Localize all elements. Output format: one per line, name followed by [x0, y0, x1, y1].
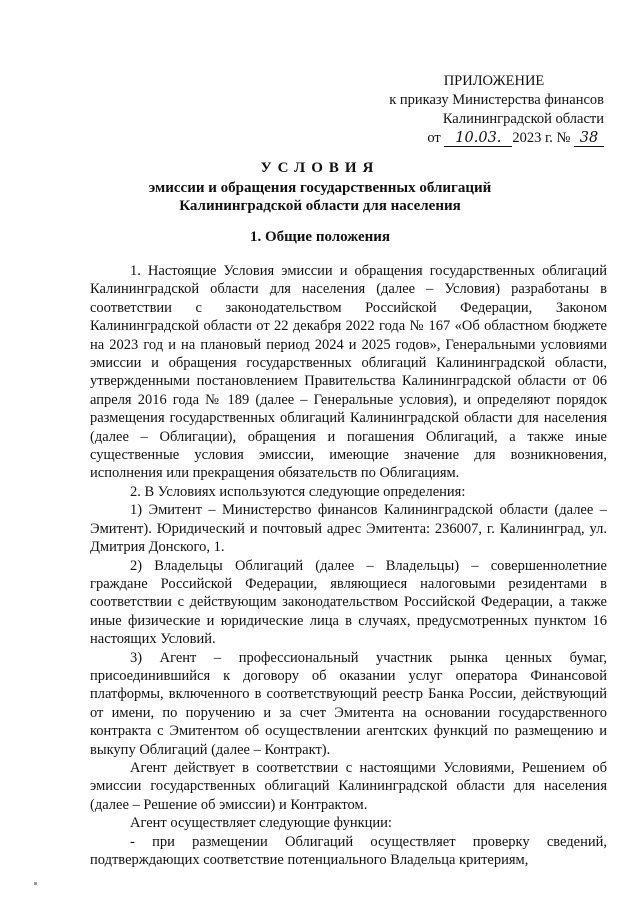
- paragraph-definition-emitent: 1) Эмитент – Министерство финансов Калининградской области (далее – Эмитент). Юридический и почтовый адрес Эмитента: 236007, г. Калининград, ул. Дмитрия Донского, 1.: [90, 502, 607, 556]
- paragraph-definition-owners: 2) Владельцы Облигаций (далее – Владельцы) – совершеннолетние граждане Российской Федерации, являющиеся налоговыми резидентами в соответствии с действующим законодательством Российской Федерации, а также иные физические и юридические лица в случаях, предусмотренных пунктом 16 настоящих Условий.: [90, 557, 607, 648]
- document-title: УСЛОВИЯ: [260, 160, 380, 176]
- document-body: [90, 262, 607, 869]
- handwritten-date: 10.03.: [444, 130, 512, 147]
- paragraph-agent-functions: Агент осуществляет следующие функции:: [130, 815, 392, 832]
- appendix-line-2: Калининградской области: [442, 111, 604, 127]
- handwritten-order-number: 38: [574, 130, 604, 147]
- section-heading: 1. Общие положения: [249, 229, 391, 245]
- document-subtitle-line-1: эмиссии и обращения государственных облигаций: [148, 180, 492, 196]
- appendix-heading: ПРИЛОЖЕНИЕ: [443, 73, 545, 89]
- document-subtitle-line-2: Калининградской области для населения: [179, 198, 461, 214]
- scan-artifact: [34, 882, 37, 885]
- order-prefix: от: [427, 130, 441, 146]
- paragraph-2: 2. В Условиях используются следующие определения:: [130, 483, 466, 500]
- paragraph-1: 1. Настоящие Условия эмиссии и обращения государственных облигаций Калининградской области для населения (далее – Условия) разработаны в соответствии с законодательством Российской Федерации, Законом Калининградской области от 22 декабря 2022 года № 167 «Об областном бюджете на 2023 год и на плановый период 2024 и 2025 годов», Генеральными условиями эмиссии и обращения государственных облигаций Калининградской области, утвержденными постановлением Правительства Калининградской области от 06 апреля 2016 года № 189 (далее – Генеральные условия), и определяют порядок размещения государственных облигаций Калининградской области для населения (далее – Облигации), обращения и погашения Облигаций, а также иные существенные условия эмиссии, имеющие значение для возникновения, исполнения или прекращения обязательств по Облигациям.: [90, 263, 607, 482]
- appendix-line-1: к приказу Министерства финансов: [389, 92, 604, 108]
- paragraph-definition-agent: 3) Агент – профессиональный участник рынка ценных бумаг, присоединившийся к договору об оказании услуг оператора Финансовой платформы, включенного в соответствующий реестр Банка России, действующий от имени, по поручению и за счет Эмитента на основании государственного контракта с Эмитентом об осуществлении агентских функций по размещению и выкупу Облигаций (далее – Контракт).: [90, 649, 607, 758]
- appendix-block: [344, 72, 604, 148]
- appendix-order-line: [344, 129, 604, 148]
- paragraph-agent-acts: Агент действует в соответствии с настоящими Условиями, Решением об эмиссии государственных облигаций Калининградской области для населения (далее – Решение об эмиссии) и Контрактом.: [90, 759, 607, 813]
- paragraph-function-item: - при размещении Облигаций осуществляет проверку сведений, подтверждающих соответствие потенциального Владельца критериям,: [90, 833, 607, 868]
- order-year-text: 2023 г. №: [512, 130, 571, 146]
